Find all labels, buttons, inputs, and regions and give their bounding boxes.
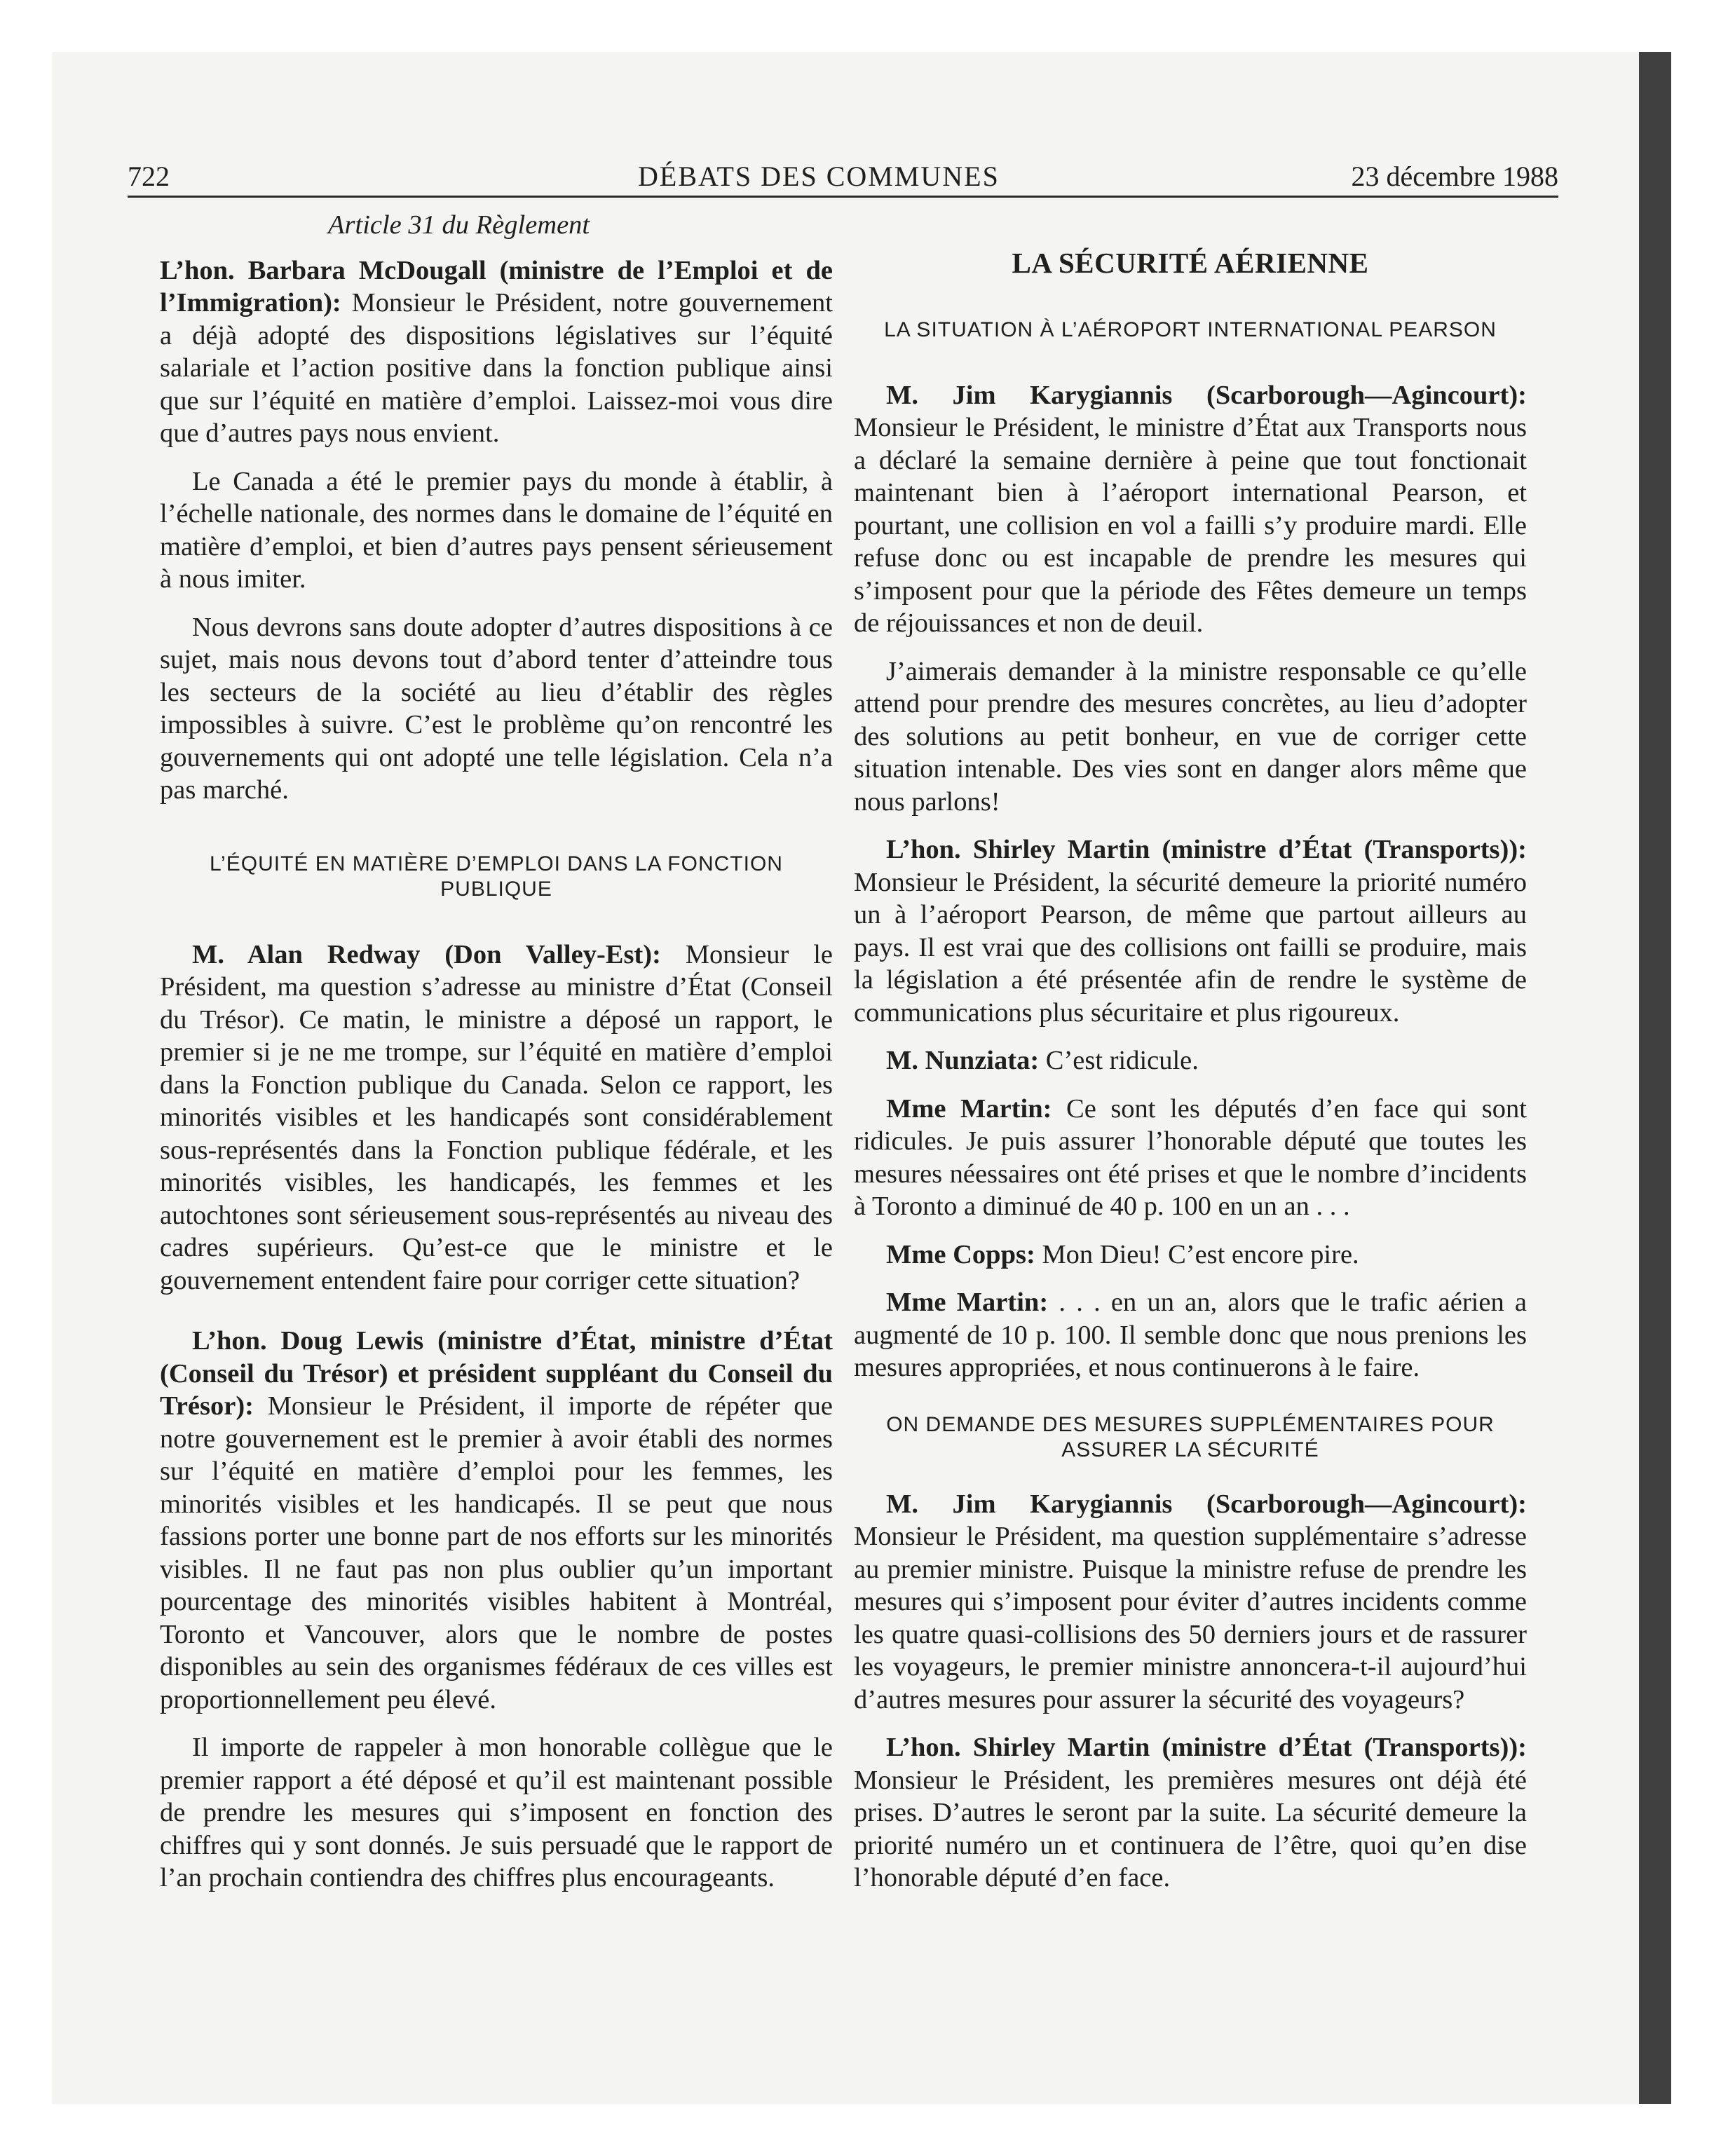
statement-paragraph: [160, 939, 833, 1297]
statement-text: Monsieur le Président, ma question supplémentaire s’adresse au premier ministre. Puisque la ministre refuse de prendre les mesures qui s’imposent pour éviter d’autres incidents comme les quatre quasi-collisions des 50 derniers jours et de rassurer les voyageurs, le premier ministre annoncera-t-il aujourd’hui d’autres mesures pour assurer la sécurité des voyageurs?: [854, 1522, 1527, 1714]
section-subheading: LA SITUATION À L’AÉROPORT INTERNATIONAL PEARSON: [884, 318, 1497, 341]
section-subheading: L’ÉQUITÉ EN MATIÈRE D’EMPLOI DANS LA FONCTION PUBLIQUE: [210, 852, 783, 901]
statement-text: . . . en un an, alors que le trafic aérien a augmenté de 10 p. 100. Il semble donc que nous prenions les mesures appropriées, et nous continuerons à le faire.: [854, 1288, 1527, 1382]
statement-text: Monsieur le Président, notre gouvernement a déjà adopté des dispositions législatives sur l’équité salariale et l’action positive dans la fonction publique ainsi que sur l’équité en matière d’emploi. Laissez-moi vous dire que d’autres pays nous envient.: [160, 288, 833, 448]
scan-edge: [1639, 52, 1671, 2104]
statement-paragraph: Il importe de rappeler à mon honorable collègue que le premier rapport a été déposé et qu’il est maintenant possible de prendre les mesures qui s’imposent en fonction des chiffres qui y sont donnés. Je suis persuadé que le rapport de l’an prochain contiendra des chiffres plus encourageants.: [160, 1733, 833, 1892]
statement-text: Monsieur le Président, la sécurité demeure la priorité numéro un à l’aéroport Pearson, de même que partout ailleurs au pays. Il est vrai que des collisions ont failli se produire, mais la législation a été présentée afin de rendre le système de communications plus sécuritaire et plus rigoureux.: [854, 867, 1527, 1028]
speaker-name: L’hon. Barbara McDougall (ministre de l’Emploi et de l’Immigration):: [160, 255, 833, 318]
speaker-name: L’hon. Shirley Martin (ministre d’État (Transports)):: [886, 835, 1527, 864]
statement-text: Monsieur le Président, ma question s’adresse au ministre d’État (Conseil du Trésor). Ce matin, le ministre a déposé un rapport, le premier si je ne me trompe, sur l’équité en matière d’emploi dans la Fonction publique du Canada. Selon ce rapport, les minorités visibles et les handicapés sont considérablement sous-représentés dans la Fonction publique fédérale, et les minorités visibles, les handicapés, les femmes et les autochtones sont sérieusement sous-représentés au niveau des cadres supérieurs. Qu’est-ce que le ministre et le gouvernement entendent faire pour corriger cette situation?: [160, 939, 833, 1295]
statement-paragraph: Le Canada a été le premier pays du monde à établir, à l’échelle nationale, des normes dans le domaine de l’équité en matière d’emploi, et bien d’autres pays pensent sérieusement à nous imiter.: [160, 466, 833, 594]
statement-text: Monsieur le Président, il importe de répéter que notre gouvernement est le premier à avoir établi des normes sur l’équité en matière d’emploi pour les femmes, les minorités visibles et les handicapés. Il se peut que nous fassions porter une bonne part de nos efforts sur les minorités visibles. Il ne faut pas non plus oublier qu’un important pourcentage des minorités visibles habitent à Montréal, Toronto et Vancouver, alors que le nombre de postes disponibles au sein des organismes fédéraux de ces villes est proportionnellement peu élevé.: [160, 1391, 834, 1714]
statement-paragraph: [854, 1044, 1527, 1077]
speaker-name: M. Jim Karygiannis (Scarborough—Agincourt):: [886, 380, 1527, 410]
statement-text: Mon Dieu! C’est encore pire.: [1042, 1239, 1359, 1269]
speaker-name: Mme Martin:: [886, 1093, 1052, 1124]
statement-paragraph: [854, 1731, 1527, 1895]
statement-paragraph: Nous devrons sans doute adopter d’autres dispositions à ce sujet, mais nous devons tout d’abord tenter d’atteindre tous les secteurs de la société au lieu d’établir des règles impossibles à suivre. C’est le problème qu’on rencontré les gouvernements qui ont adopté une telle législation. Cela n’a pas marché.: [160, 612, 833, 805]
left-column: [160, 209, 833, 1910]
statement-text: Monsieur le Président, les premières mesures ont déjà été prises. D’autres le seront par la suite. La sécurité demeure la priorité numéro un et continuera de l’être, quoi qu’en dise l’honorable député d’en face.: [854, 1765, 1527, 1892]
header-rule: [128, 196, 1558, 198]
statement-paragraph: [854, 379, 1527, 640]
statement-text: C’est ridicule.: [1045, 1046, 1199, 1075]
speaker-name: M. Jim Karygiannis (Scarborough—Agincourt):: [886, 1489, 1527, 1519]
speaker-name: L’hon. Shirley Martin (ministre d’État (Transports)):: [886, 1733, 1527, 1762]
publication-title: DÉBATS DES COMMUNES: [638, 161, 1000, 192]
speaker-name: Mme Copps:: [886, 1239, 1035, 1269]
statement-text: Ce sont les députés d’en face qui sont ridicules. Je puis assurer l’honorable député que toutes les mesures néessaires ont été prises et que le nombre d’incidents à Toronto a diminué de 40 p. 100 en un an . . .: [854, 1093, 1527, 1221]
speaker-name: M. Nunziata:: [886, 1046, 1040, 1075]
statement-paragraph: [854, 1093, 1527, 1223]
statement-paragraph: [160, 1325, 833, 1716]
publication-date: 23 décembre 1988: [1351, 161, 1558, 192]
section-subheading: ON DEMANDE DES MESURES SUPPLÉMENTAIRES POUR ASSURER LA SÉCURITÉ: [886, 1412, 1495, 1461]
statement-text: Monsieur le Président, le ministre d’État aux Transports nous a déclaré la semaine dernière à peine que tout fonctionait maintenant bien à l’aéroport international Pearson, et pourtant, une collision en vol a failli s’y produire mardi. Elle refuse donc ou est incapable de prendre les mesures qui s’imposent pour que la période des Fêtes demeure un temps de réjouissances et non de deuil.: [854, 413, 1527, 638]
right-column: [854, 247, 1527, 1910]
statement-paragraph: J’aimerais demander à la ministre responsable ce qu’elle attend pour prendre des mesures concrètes, au lieu d’adopter des solutions au petit bonheur, en vue de corriger cette situation intenable. Des vies sont en danger alors même que nous parlons!: [854, 656, 1527, 817]
speaker-name: M. Alan Redway (Don Valley-Est):: [192, 939, 661, 969]
statement-paragraph: [854, 1286, 1527, 1384]
page-number: 722: [128, 161, 170, 192]
statement-paragraph: [854, 1488, 1527, 1717]
statement-paragraph: [854, 833, 1527, 1029]
speaker-name: Mme Martin:: [886, 1288, 1049, 1317]
statement-paragraph: [160, 254, 833, 450]
section-heading: LA SÉCURITÉ AÉRIENNE: [1012, 247, 1369, 279]
rule-label: Article 31 du Règlement: [328, 210, 590, 240]
statement-paragraph: [854, 1239, 1527, 1271]
speaker-name: L’hon. Doug Lewis (ministre d’État, ministre d’État (Conseil du Trésor) et président suppléant du Conseil du Trésor):: [160, 1326, 833, 1421]
